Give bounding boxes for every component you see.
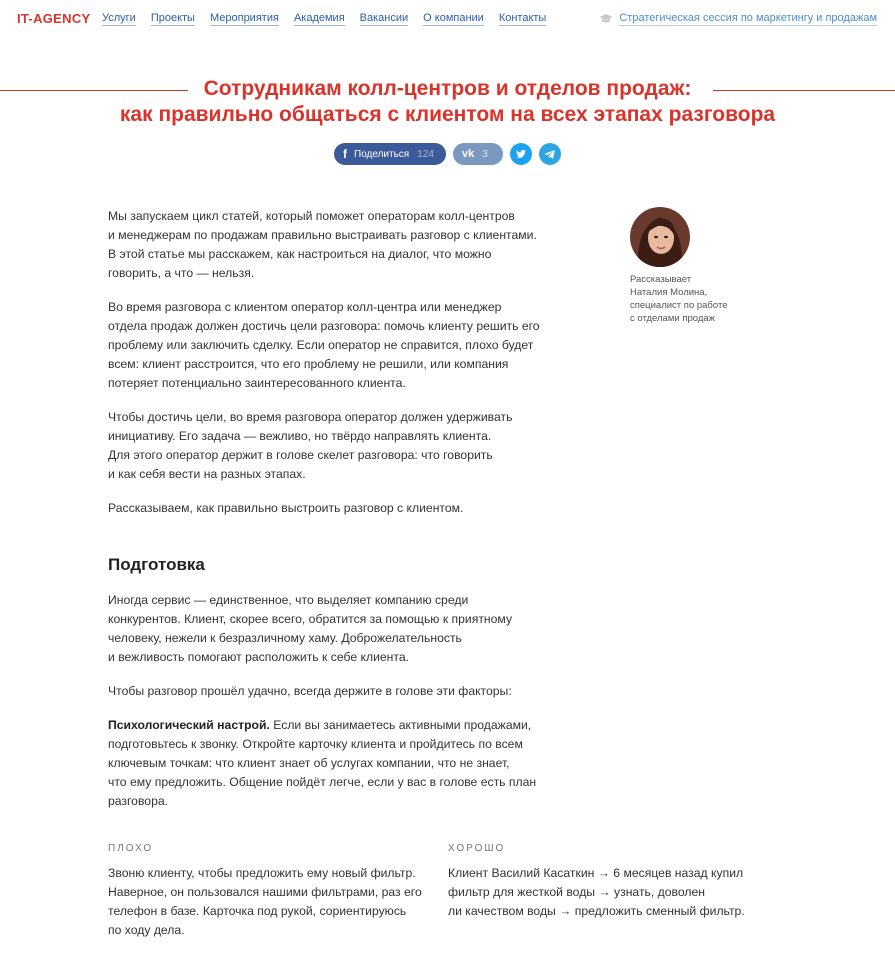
good-example-label: ХОРОШО [448,843,506,854]
vk-share-count: 3 [482,148,488,160]
vk-icon: vk [462,148,475,160]
text-line: инициативу. Его задача — вежливо, но твёрдо направлять клиента. [108,429,492,443]
title-line-1: Сотрудникам колл-центров и отделов продаж: [203,77,692,100]
bad-example-label: ПЛОХО [108,843,154,854]
text-line: отдела продаж должен достичь цели разговора: помочь клиенту решить его [108,319,540,333]
facebook-icon: f [343,147,347,161]
text-line: Клиент Василий Касаткин → 6 месяцев назад купил [448,866,744,880]
page-title-block [0,76,895,128]
title-divider-left [0,90,188,91]
bad-example-text [108,864,448,940]
text-line: что ему предложить. Общение пойдёт легче, если у вас в голове есть план [108,775,537,789]
logo[interactable]: IT-AGENCY [17,11,91,26]
author-caption-line: Рассказывает [630,274,692,285]
text-line: Чтобы достичь цели, во время разговора оператор должен удерживать [108,410,513,424]
text-line: говорить, а что — нельзя. [108,266,255,280]
promo-link-wrap [599,12,877,26]
section-heading-preparation: Подготовка [108,555,205,574]
text-line: ключевым точкам: что клиент знает об услугах компании, что не знает, [108,756,510,770]
mindset-term: Психологический настрой. [108,718,270,732]
text-line: фильтр для жесткой воды → узнать, доволен [448,885,706,899]
good-example [448,843,788,940]
text-line: Звоню клиенту, чтобы предложить ему новый фильтр. [108,866,416,880]
nav-vacancies[interactable]: Вакансии [359,12,409,24]
facebook-share-label: Поделиться [354,148,410,160]
main-nav [102,12,546,26]
page-title [0,76,895,128]
text-line: разговора. [108,794,169,808]
text-line: ли качеством воды → предложить сменный фильтр. [448,904,745,918]
factors-paragraph: Чтобы разговор прошёл удачно, всегда держите в голове эти факторы: [108,684,512,698]
good-example-text [448,864,788,921]
text-line: В этой статье мы расскажем, как настроиться на диалог, что можно [108,247,492,261]
twitter-share-button[interactable] [510,143,532,165]
text-line: Наверное, он пользовался нашими фильтрами, раз его [108,885,422,899]
bad-example [108,843,448,940]
lead-paragraph: Рассказываем, как правильно выстроить разговор с клиентом. [108,501,464,515]
text-line: и как себя вести на разных этапах. [108,467,306,481]
text-line: всем: клиент расстроится, что его проблему не решили, или компания [108,357,509,371]
twitter-icon [515,148,527,160]
comparison-block [108,843,788,940]
nav-services[interactable]: Услуги [102,12,136,24]
author-caption-line: специалист по работе [630,300,728,311]
graduation-cap-icon [599,13,613,25]
top-bar [0,0,895,40]
text-line: конкурентов. Клиент, скорее всего, обратится за помощью к приятному [108,612,513,626]
mindset-paragraph [108,716,558,811]
title-divider-right [713,90,895,91]
author-name: Наталия Молина, [630,287,708,298]
text-line [108,716,558,735]
initiative-paragraph [108,408,558,484]
text-line: по ходу дела. [108,923,185,937]
text-line: Иногда сервис — единственное, что выделяет компанию среди [108,593,469,607]
promo-link[interactable]: Стратегическая сессия по маркетингу и продажам [619,12,877,24]
intro-paragraph [108,207,558,283]
text-line: подготовьтесь к звонку. Откройте карточку клиента и пройдитесь по всем [108,737,523,751]
facebook-share-count: 124 [417,148,434,160]
telegram-icon [544,148,556,160]
goal-paragraph [108,298,558,393]
text-line: Во время разговора с клиентом оператор колл-центра или менеджер [108,300,502,314]
text-line: Мы запускаем цикл статей, который поможет операторам колл-центров [108,209,515,223]
title-line-2: как правильно общаться с клиентом на всех этапах разговора [119,103,776,126]
text-line: и менеджерам по продажам правильно выстраивать разговор с клиентами. [108,228,537,242]
text-line: потеряет потенциально заинтересованного клиента. [108,376,406,390]
author-photo [630,207,690,267]
nav-about[interactable]: О компании [423,12,484,24]
nav-academy[interactable]: Академия [293,12,345,24]
text-line: телефон в базе. Карточка под рукой, сориентируюсь [108,904,407,918]
text-fragment: Если вы занимаетесь активными продажами, [269,718,532,732]
nav-projects[interactable]: Проекты [150,12,195,24]
vk-share-button[interactable] [453,143,503,165]
text-line: Для этого оператор держит в голове скелет разговора: что говорить [108,448,493,462]
service-paragraph [108,591,558,667]
facebook-share-button[interactable] [334,143,446,165]
author-avatar [630,207,690,267]
nav-events[interactable]: Мероприятия [209,12,279,24]
share-bar [334,143,561,165]
author-caption [630,273,770,325]
author-card [630,207,770,325]
text-line: человеку, нежели к безразличному хаму. Доброжелательность [108,631,462,645]
text-line: и вежливость помогают расположить к себе клиента. [108,650,409,664]
telegram-share-button[interactable] [539,143,561,165]
nav-contacts[interactable]: Контакты [498,12,547,24]
text-line: проблему или заключить сделку. Если оператор не справится, плохо будет [108,338,534,352]
author-caption-line: с отделами продаж [630,313,715,324]
article-body [108,207,558,826]
